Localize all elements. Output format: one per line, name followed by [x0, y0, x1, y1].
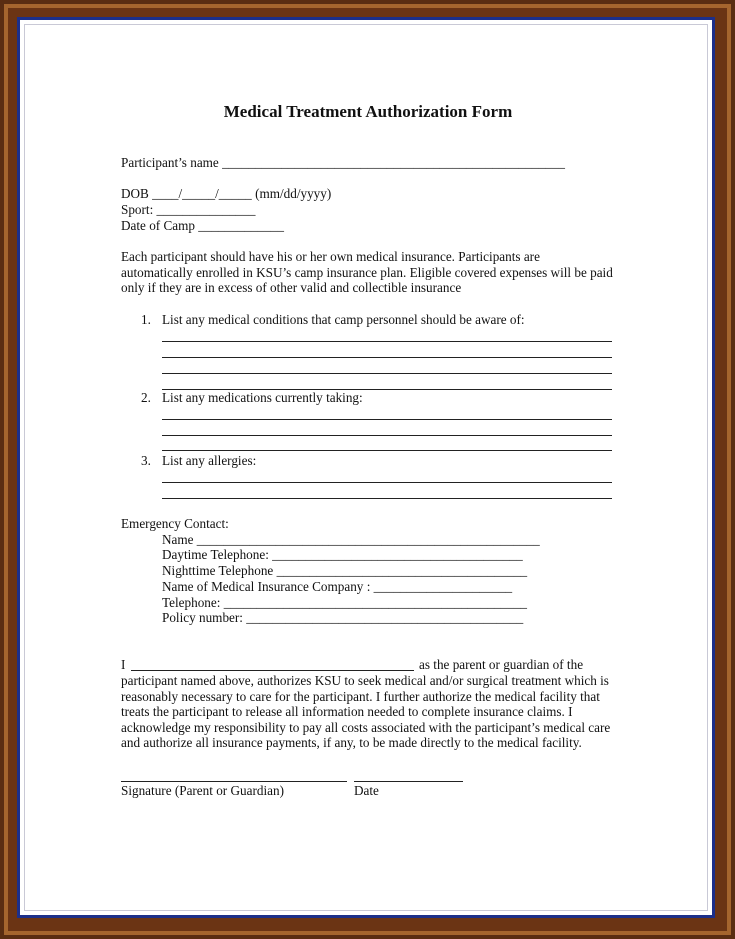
answer-line — [162, 357, 612, 358]
question-3-text: List any allergies: — [162, 453, 257, 468]
authorization-i: I — [121, 657, 126, 672]
question-2-number: 2. — [141, 390, 151, 405]
answer-line — [162, 341, 612, 342]
policy-number-field: Policy number: __________________________________________ — [162, 610, 524, 625]
question-1-number: 1. — [141, 312, 151, 327]
answer-line — [162, 498, 612, 499]
insurance-company-field: Name of Medical Insurance Company : _____________________ — [162, 579, 513, 594]
signature-line — [121, 781, 347, 782]
insurance-telephone-field: Telephone: ______________________________________________ — [162, 595, 528, 610]
date-of-camp-field: Date of Camp _____________ — [121, 218, 284, 233]
emergency-nighttime-phone-field: Nighttime Telephone ______________________________________ — [162, 563, 528, 578]
authorization-text: participant named above, authorizes KSU to seek medical and/or surgical treatment which is reasonably necessary to care for the participant. I further authorize the medical facility that treats the participant to release all information needed to complete insurance claims. I acknowledge my responsibility to pay all costs associated with the participant’s medical care and authorize all insurance payments, if any, to be made directly to the medical facility. — [121, 673, 611, 750]
signature-label: Signature (Parent or Guardian) — [121, 783, 284, 798]
guardian-name-line — [131, 670, 414, 671]
participant-name-field: Participant’s name ____________________________________________________ — [121, 155, 565, 170]
form-page — [17, 17, 715, 918]
emergency-daytime-phone-field: Daytime Telephone: ______________________________________ — [162, 547, 523, 562]
form-title: Medical Treatment Authorization Form — [223, 102, 513, 121]
emergency-name-field: Name ____________________________________________________ — [162, 532, 540, 547]
answer-line — [162, 419, 612, 420]
answer-line — [162, 482, 612, 483]
answer-line — [162, 373, 612, 374]
question-1-text: List any medical conditions that camp personnel should be aware of: — [162, 312, 525, 327]
dob-field: DOB ____/_____/_____ (mm/dd/yyyy) — [121, 186, 332, 201]
authorization-line1-suffix: as the parent or guardian of the — [419, 657, 584, 672]
date-label: Date — [354, 783, 379, 798]
insurance-note: Each participant should have his or her own medical insurance. Participants are automatically enrolled in KSU’s camp insurance plan. Eligible covered expenses will be paid only if they are in excess of other valid and collectible insurance — [121, 249, 613, 295]
question-2-text: List any medications currently taking: — [162, 390, 363, 405]
question-3-number: 3. — [141, 453, 151, 468]
emergency-contact-heading: Emergency Contact: — [121, 516, 229, 531]
answer-line — [162, 435, 612, 436]
answer-line — [162, 450, 612, 451]
date-line — [354, 781, 463, 782]
sport-field: Sport: _______________ — [121, 202, 256, 217]
